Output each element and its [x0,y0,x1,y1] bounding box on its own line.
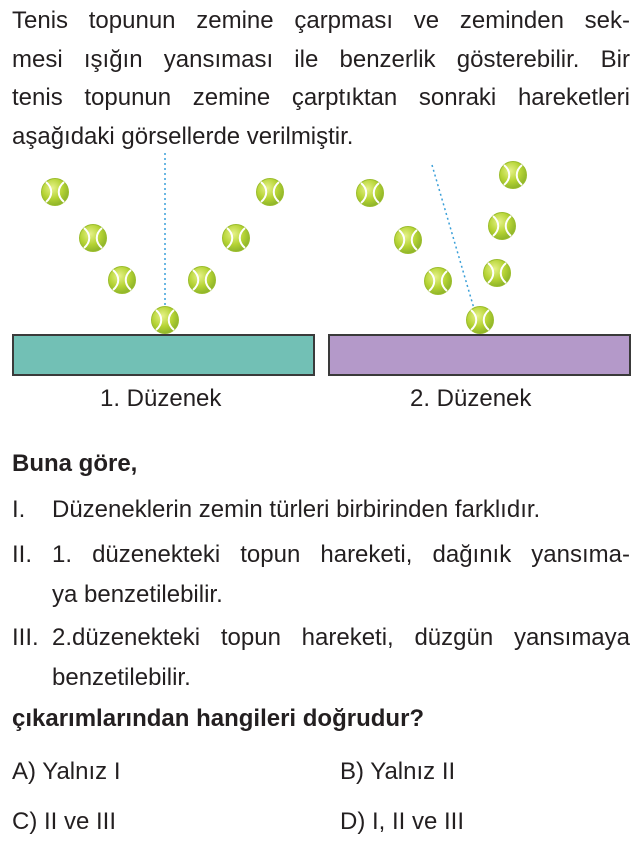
tennis-ball [395,227,422,254]
statement-line: benzetilebilir. [52,664,191,691]
tennis-ball [489,213,516,240]
tennis-ball [80,225,107,252]
option-b[interactable]: B) Yalnız II [340,758,456,785]
option-d[interactable]: D) I, II ve III [340,808,465,835]
bounce-figure [0,150,637,385]
setup-1 [13,153,314,375]
question-lead: Buna göre, [12,450,138,477]
intro-line: mesi ışığın yansıması ile benzerlik gösterebilir. Bir [12,45,630,73]
statement-line: Düzeneklerin zemin türleri birbirinden farklıdır. [52,496,541,523]
tennis-ball [223,225,250,252]
tennis-ball [109,267,136,294]
setup-1-caption: 1. Düzenek [100,385,222,412]
statement-number: I. [12,496,26,523]
tennis-ball [357,180,384,207]
tennis-ball [484,260,511,287]
tennis-ball [189,267,216,294]
floor-2 [329,335,630,375]
setup-2-caption: 2. Düzenek [410,385,532,412]
tennis-ball [500,162,527,189]
tennis-ball [467,307,494,334]
option-a[interactable]: A) Yalnız I [12,758,121,785]
tennis-ball [425,268,452,295]
tennis-ball [257,179,284,206]
intro-line: tenis topunun zemine çarptıktan sonraki hareketleri [12,84,630,111]
statement-number: II. [12,541,33,568]
intro-line: aşağıdaki görsellerde verilmiştir. [12,122,354,150]
floor-1 [13,335,314,375]
tennis-ball [152,307,179,334]
intro-paragraph [12,2,630,156]
statement-number: III. [12,624,39,651]
tennis-ball [42,179,69,206]
intro-line: Tenis topunun zemine çarpması ve zeminden sek- [12,7,630,34]
setup-2 [329,162,630,376]
question-prompt: çıkarımlarından hangileri doğrudur? [12,705,425,732]
statement-line: 2.düzenekteki topun hareketi, düzgün yansımaya [52,624,630,651]
option-c[interactable]: C) II ve III [12,808,117,835]
statement-line: ya benzetilebilir. [52,581,223,608]
statement-line: 1. düzenekteki topun hareketi, dağınık yansıma- [52,541,630,568]
